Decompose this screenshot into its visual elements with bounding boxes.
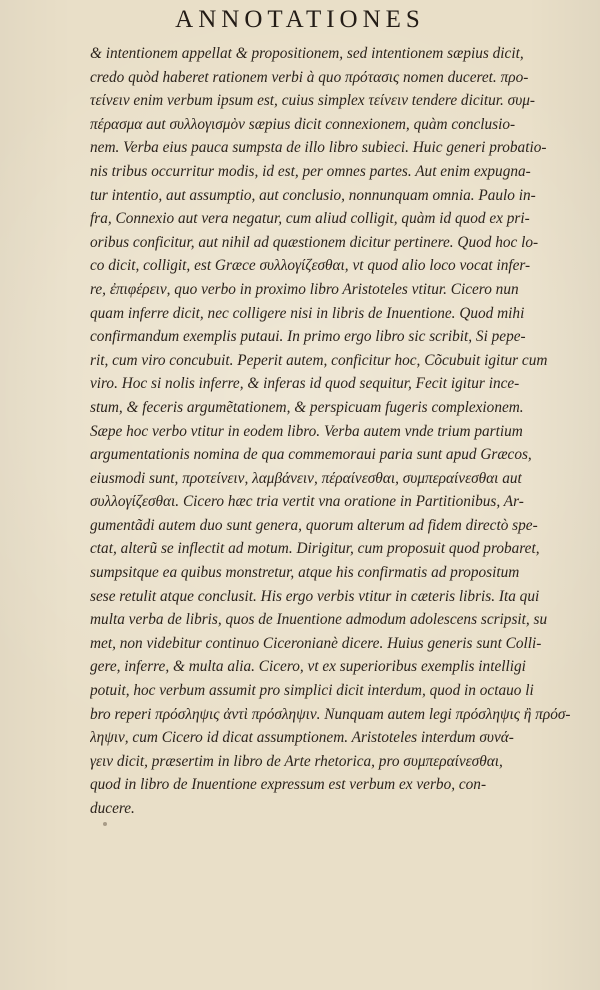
text-line: re, ἐπιφέρειν, quo verbo in proximo libro Aristoteles vtitur. Cicero nun: [90, 280, 519, 298]
text-line: credo quòd haberet rationem verbi à quo πρότασις nomen duceret. πρo-: [90, 68, 529, 86]
text-line: met, non videbitur continuo Ciceronianè dicere. Huius generis sunt Colli-: [90, 634, 542, 652]
ink-dot: [103, 822, 107, 826]
text-line: stum, & feceris argumẽtationem, & perspicuam fugeris complexionem.: [90, 398, 524, 416]
text-line: quam inferre dicit, nec colligere nisi in libris de Inuentione. Quod mihi: [90, 304, 525, 322]
text-line: bro reperi πρόσληψις ἀντὶ πρόσληψιν. Nunquam autem legi πρόσληψις ἢ πρόσ-: [90, 705, 571, 723]
text-line: τείνειν enim verbum ipsum est, cuius simplex τείνειν tendere dicitur. συμ-: [90, 92, 536, 110]
text-line: tur intentio, aut assumptio, aut conclusio, nonnunquam omnia. Paulo in-: [90, 186, 536, 204]
text-line: γειν dicit, præsertim in libro de Arte rhetorica, pro συμπεραίνεσθαι,: [90, 752, 503, 770]
text-line: argumentationis nomina de qua commemoraui paria sunt apud Græcos,: [90, 446, 532, 464]
text-line: Sæpe hoc verbo vtitur in eodem libro. Verba autem vnde trium partium: [90, 422, 523, 440]
text-line: co dicit, colligit, est Græce συλλογίζεσθαι, vt quod alio loco vocat infer-: [90, 257, 531, 275]
text-line: rit, cum viro concubuit. Peperit autem, conficitur hoc, Cõcubuit igitur cum: [90, 351, 548, 369]
text-line: sese retulit atque conclusit. His ergo verbis vtitur in cæteris libris. Ita qui: [90, 587, 540, 605]
text-line: ληψιν, cum Cicero id dicat assumptionem. Aristoteles interdum συνά-: [90, 729, 514, 747]
text-line: potuit, hoc verbum assumit pro simplici dicit interdum, quod in octauo li: [90, 682, 534, 700]
text-line: eiusmodi sunt, πρoτείνειν, λαμβάνειν, πέραίνεσθαι, συμπεραίνεσθαι aut: [90, 469, 522, 487]
running-header: ANNOTATIONES: [175, 6, 425, 33]
text-line: nis tribus occurritur modis, id est, per omnes partes. Aut enim expugna-: [90, 162, 531, 180]
text-line: gumentãdi autem duo sunt genera, quorum alterum ad fidem directò spe-: [90, 516, 538, 534]
text-line: multa verba de libris, quos de Inuentione admodum adolescens scripsit, su: [90, 611, 548, 629]
annotation-text: [90, 42, 582, 821]
text-line: nem. Verba eius pauca sumpsta de illo libro subieci. Huic generi probatio-: [90, 139, 547, 157]
text-line: συλλογίζεσθαι. Cicero hæc tria vertit vna oratione in Partitionibus, Ar-: [90, 493, 524, 511]
text-line: fra, Connexio aut vera negatur, cum aliud colligit, quàm id quod ex pri-: [90, 210, 530, 228]
text-line: sumpsitque ea quibus monstretur, atque his confirmatis ad propositum: [90, 564, 520, 582]
text-line: confirmandum exemplis putaui. In primo ergo libro sic scribit, Si pepe-: [90, 328, 526, 346]
text-line: ctat, alterũ se inflectit ad motum. Dirigitur, cum proposuit quod probaret,: [90, 540, 540, 558]
text-line: ducere.: [90, 800, 135, 817]
text-line: oribus conficitur, aut nihil ad quæstionem dicitur pertinere. Quod hoc lo-: [90, 233, 539, 251]
text-line: & intentionem appellat & propositionem, sed intentionem sæpius dicit,: [90, 45, 524, 62]
text-line: gere, inferre, & multa alia. Cicero, vt ex superioribus exemplis intelligi: [90, 658, 526, 676]
text-line: πέρασμα aut συλλογισμὸν sæpius dicit connexionem, quàm conclusio-: [90, 115, 516, 133]
text-line: viro. Hoc si nolis inferre, & inferas id quod sequitur, Fecit igitur ince-: [90, 375, 520, 393]
text-line: quod in libro de Inuentione expressum est verbum ex verbo, con-: [90, 776, 487, 794]
